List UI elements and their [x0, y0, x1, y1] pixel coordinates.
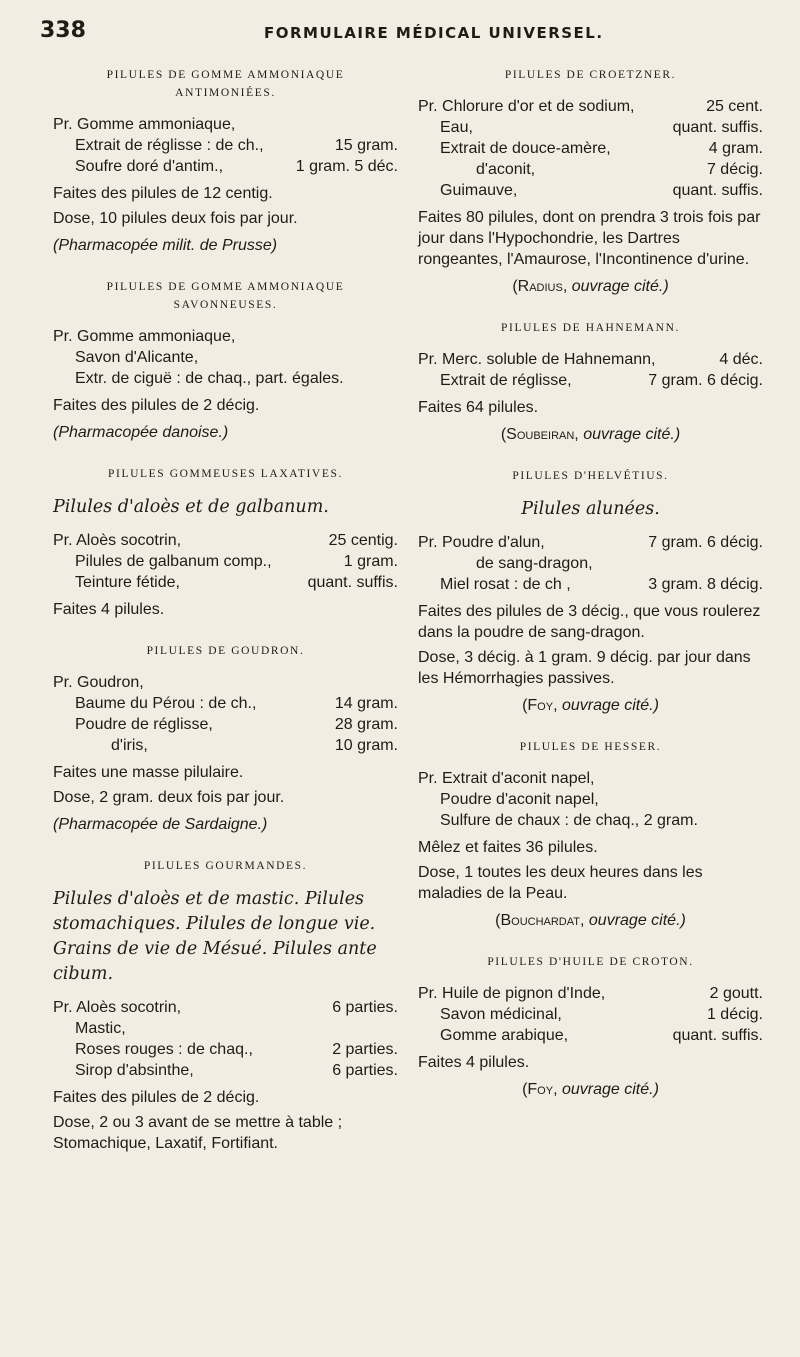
section-title: PILULES D'HELVÉTIUS.: [512, 470, 669, 482]
source-citation: (Bouchardat, ouvrage cité.): [495, 912, 686, 929]
source-citation: (Radius, ouvrage cité.): [512, 278, 669, 295]
instruction-text: Faites des pilules de 12 centig.: [53, 185, 273, 202]
source-citation: (Foy, ouvrage cité.): [522, 697, 659, 714]
ingredient-line: Pr. Poudre d'alun, 7 gram. 6 décig.: [418, 534, 763, 551]
section-title: PILULES GOMMEUSES LAXATIVES.: [108, 468, 343, 480]
ingredient-line: Miel rosat : de ch , 3 gram. 8 décig.: [440, 576, 763, 593]
instruction-text: Faites 4 pilules.: [418, 1054, 530, 1071]
ingredient-line: Extrait de réglisse, 7 gram. 6 décig.: [440, 372, 763, 389]
section-title: PILULES DE HESSER.: [519, 741, 662, 753]
recipe-section: [53, 465, 398, 620]
recipe-section: [53, 642, 398, 835]
ingredient-line: Sirop d'absinthe, 6 parties.: [75, 1062, 398, 1079]
instruction-text: Mêlez et faites 36 pilules.: [418, 839, 598, 856]
ingredient-line: Pr. Aloès socotrin, 25 centig.: [53, 532, 398, 549]
instruction-text: Faites 64 pilules.: [418, 399, 539, 416]
ingredient-line: Pr. Huile de pignon d'Inde, 2 goutt.: [418, 985, 763, 1002]
ingredient-line: Extrait de réglisse : de ch., 15 gram.: [75, 137, 398, 154]
ingredient-list: [418, 96, 763, 201]
ingredient-line: de sang-dragon,: [476, 555, 593, 572]
recipe-section: [418, 319, 763, 445]
ingredient-line: d'aconit, 7 décig.: [476, 161, 763, 178]
section-italic-title: Pilules d'aloès et de mastic. Pilules stomachiques. Pilules de longue vie. Grains de vie de Mésué. Pilules ante cibum.: [53, 889, 377, 984]
ingredient-line: Poudre de réglisse, 28 gram.: [75, 716, 398, 733]
source-citation: (Pharmacopée de Sardaigne.): [53, 816, 268, 833]
ingredient-line: Guimauve, quant. suffis.: [440, 182, 763, 199]
ingredient-line: Savon d'Alicante,: [75, 349, 199, 366]
ingredient-list: [53, 530, 398, 593]
section-italic-title: Pilules d'aloès et de galbanum.: [53, 497, 329, 517]
instruction-text: Faites des pilules de 3 décig., que vous roulerez dans la poudre de sang-dragon.: [418, 603, 761, 641]
section-italic-title: Pilules alunées.: [521, 499, 660, 519]
source-citation: (Pharmacopée milit. de Prusse): [53, 237, 278, 254]
dose-text: Dose, 10 pilules deux fois par jour.: [53, 210, 298, 227]
ingredient-line: Eau, quant. suffis.: [440, 119, 763, 136]
ingredient-line: Teinture fétide, quant. suffis.: [75, 574, 398, 591]
ingredient-line: Savon médicinal, 1 décig.: [440, 1006, 763, 1023]
ingredient-line: Soufre doré d'antim., 1 gram. 5 déc.: [75, 158, 398, 175]
ingredient-line: Pr. Merc. soluble de Hahnemann, 4 déc.: [418, 351, 763, 368]
section-title: PILULES DE GOUDRON.: [146, 645, 305, 657]
source-citation: (Pharmacopée danoise.): [53, 424, 229, 441]
instruction-text: Faites 80 pilules, dont on prendra 3 trois fois par jour dans l'Hypochondrie, les Dartres rongeantes, l'Amaurose, l'Incontinence d'urine.: [418, 209, 761, 268]
ingredient-list: [418, 768, 763, 831]
ingredient-list: [53, 326, 398, 389]
recipe-section: [418, 66, 763, 297]
recipe-section: [53, 278, 398, 443]
ingredient-line: Pr. Goudron,: [53, 674, 144, 691]
ingredient-line: Baume du Pérou : de ch., 14 gram.: [75, 695, 398, 712]
ingredient-list: [53, 997, 398, 1081]
ingredient-line: Roses rouges : de chaq., 2 parties.: [75, 1041, 398, 1058]
ingredient-line: Pr. Chlorure d'or et de sodium, 25 cent.: [418, 98, 763, 115]
recipe-section: [418, 953, 763, 1100]
recipe-section: [53, 857, 398, 1154]
dose-text: Dose, 2 ou 3 avant de se mettre à table ; Stomachique, Laxatif, Fortifiant.: [53, 1114, 343, 1152]
ingredient-line: Pr. Gomme ammoniaque,: [53, 328, 236, 345]
right-column: [418, 66, 763, 1122]
ingredient-line: Mastic,: [75, 1020, 126, 1037]
ingredient-line: Pr. Extrait d'aconit napel,: [418, 770, 595, 787]
ingredient-line: Pilules de galbanum comp., 1 gram.: [75, 553, 398, 570]
instruction-text: Faites des pilules de 2 décig.: [53, 397, 260, 414]
ingredient-list: [53, 114, 398, 177]
recipe-section: [53, 66, 398, 256]
ingredient-line: Sulfure de chaux : de chaq., 2 gram.: [440, 812, 698, 829]
ingredient-line: Pr. Gomme ammoniaque,: [53, 116, 236, 133]
source-citation: (Soubeiran, ouvrage cité.): [500, 426, 681, 443]
section-title: PILULES DE GOMME AMMONIAQUE SAVONNEUSES.: [106, 281, 345, 311]
dose-text: Dose, 1 toutes les deux heures dans les maladies de la Peau.: [418, 864, 703, 902]
section-title: PILULES GOURMANDES.: [143, 860, 308, 872]
section-title: PILULES DE CROETZNER.: [504, 69, 677, 81]
ingredient-list: [418, 983, 763, 1046]
instruction-text: Faites des pilules de 2 décig.: [53, 1089, 260, 1106]
instruction-text: Faites une masse pilulaire.: [53, 764, 244, 781]
ingredient-list: [418, 349, 763, 391]
recipe-section: [418, 467, 763, 716]
ingredient-line: Extrait de douce-amère, 4 gram.: [440, 140, 763, 157]
left-column: [53, 66, 398, 1176]
ingredient-list: [418, 532, 763, 595]
recipe-section: [418, 738, 763, 931]
ingredient-line: d'iris, 10 gram.: [111, 737, 398, 754]
section-title: PILULES D'HUILE DE CROTON.: [487, 956, 694, 968]
source-citation: (Foy, ouvrage cité.): [522, 1081, 659, 1098]
ingredient-line: Pr. Aloès socotrin, 6 parties.: [53, 999, 398, 1016]
dose-text: Dose, 3 décig. à 1 gram. 9 décig. par jour dans les Hémorrhagies passives.: [418, 649, 751, 687]
instruction-text: Faites 4 pilules.: [53, 601, 165, 618]
ingredient-line: Gomme arabique, quant. suffis.: [440, 1027, 763, 1044]
page-number: 338: [40, 18, 86, 43]
running-head: [40, 18, 780, 48]
section-title: PILULES DE HAHNEMANN.: [501, 322, 680, 334]
running-title: FORMULAIRE MÉDICAL UNIVERSEL.: [264, 24, 604, 42]
ingredient-list: [53, 672, 398, 756]
ingredient-line: Poudre d'aconit napel,: [440, 791, 599, 808]
ingredient-line: Extr. de ciguë : de chaq., part. égales.: [75, 370, 344, 387]
section-title: PILULES DE GOMME AMMONIAQUE ANTIMONIÉES.: [106, 69, 345, 99]
dose-text: Dose, 2 gram. deux fois par jour.: [53, 789, 285, 806]
